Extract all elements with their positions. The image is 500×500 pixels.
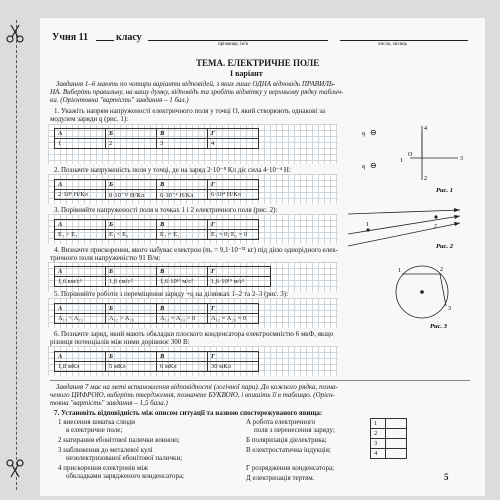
q5-header-a: А: [55, 304, 106, 314]
q2-header-a: А: [55, 180, 106, 190]
scissors-icon: [4, 458, 26, 480]
q1-answer-d[interactable]: 4: [208, 139, 259, 149]
q1-header-c: В: [157, 129, 208, 139]
q5-header-c: В: [157, 304, 208, 314]
cut-line: [16, 20, 17, 490]
fig1-dir-3: 3: [460, 156, 463, 162]
q1-header-a: А: [55, 129, 106, 139]
q5-text: 5. Порівняйте роботи з переміщення заряду +q на ділянках 1–2 та 2–3 (рис. 3):: [54, 290, 289, 298]
figure-1-label: Рис. 1: [436, 187, 453, 194]
q7-grid-answer[interactable]: [386, 439, 407, 449]
section-divider: [50, 380, 470, 381]
topic-title: ТЕМА. ЕЛЕКТРИЧНЕ ПОЛЕ: [196, 58, 320, 68]
fig1-dir-2: 2: [424, 176, 427, 182]
fig3-point-3: 3: [448, 306, 451, 312]
fig2-point-2: 2: [434, 224, 437, 230]
variant-title: I варіант: [230, 69, 263, 78]
scissors-icon: [4, 22, 26, 44]
fig1-mark-q-top: q: [362, 131, 365, 137]
q7-grid-answer[interactable]: [386, 429, 407, 439]
q5-answer-d[interactable]: A₁₂ = A₂₃ = 0: [208, 314, 259, 324]
q7-grid-label: 2: [371, 429, 386, 439]
q7-left-4a: 4 прискорення електронів між: [58, 464, 149, 472]
q3-header-d: Г: [208, 220, 259, 230]
instructions-2-line-2: ченого ЦИФРОЮ, виберіть твердження, позначене БУКВОЮ, і впишіть її в таблицю. (Орієн-: [50, 391, 335, 399]
class-label: класу: [116, 32, 142, 43]
q2-answer-d[interactable]: 6·10⁴ Н/Кл: [208, 190, 259, 200]
q4-text-1: 4. Визначте прискорення, якого набуває електрон (mₑ = 9,1·10⁻³¹ кг) під дією однорідного елек-: [54, 246, 339, 254]
name-hint: прізвище, ім'я: [218, 42, 248, 47]
q4-header-a: А: [55, 267, 106, 277]
q2-header-d: Г: [208, 180, 259, 190]
worksheet-page: [40, 18, 485, 496]
q7-grid-answer[interactable]: [386, 419, 407, 429]
q2-answer-c[interactable]: 6·10⁻⁴ Н/Кл: [157, 190, 208, 200]
q7-left-2: 2 натирання ебонітової палички вовною;: [58, 436, 180, 444]
fig1-dir-1: 1: [400, 158, 403, 164]
fig1-mark-q-bottom: q: [362, 164, 365, 170]
q2-answer-b[interactable]: 8·10⁻¹² Н/Кл: [106, 190, 157, 200]
q7-left-1a: 1 внесення шматка слюди: [58, 418, 136, 426]
q1-header-d: Г: [208, 129, 259, 139]
q4-answer-table: [54, 266, 271, 287]
q7-grid-label: 4: [371, 449, 386, 459]
q7-left-3a: 3 наближення до металевої кулі: [58, 446, 153, 454]
q6-answer-b[interactable]: 5 мКл: [106, 362, 157, 372]
q7-left-1b: в електричне поле;: [66, 426, 123, 434]
instructions-2-line-3: товна "вартість" завдання – 1,5 бала.): [50, 399, 168, 407]
q6-header-c: В: [157, 352, 208, 362]
q3-header-a: А: [55, 220, 106, 230]
q4-answer-a[interactable]: 1,6 км/с²: [55, 277, 106, 287]
name-line[interactable]: [148, 40, 328, 41]
q5-answer-table: [54, 303, 259, 324]
fig1-mark-o: O: [408, 152, 413, 158]
student-label: Учня 11: [52, 32, 89, 43]
q7-left-3b: незелектризованої ебонітової палички;: [66, 454, 183, 462]
q7-text: 7. Установіть відповідність між описом ситуації та назвою спостережуваного явища:: [54, 409, 323, 417]
instructions-2-line-1: Завдання 7 має на меті встановлення відповідності (логічної пари). До кожного рядка, позна-: [56, 383, 338, 391]
q1-answer-c[interactable]: 3: [157, 139, 208, 149]
q7-left-4b: обкладками зарядженого конденсатора;: [66, 472, 184, 480]
q6-header-b: Б: [106, 352, 157, 362]
q1-header-b: Б: [106, 129, 157, 139]
q6-answer-table: [54, 351, 259, 372]
q6-text-2: різниця потенціалів між ними дорівнює 300 В:: [50, 338, 190, 346]
q6-header-d: Г: [208, 352, 259, 362]
q7-answer-grid: [370, 418, 407, 459]
q6-answer-a[interactable]: 1,8 мКл: [55, 362, 106, 372]
q5-header-d: Г: [208, 304, 259, 314]
q1-answer-b[interactable]: 2: [106, 139, 157, 149]
q7-grid-answer[interactable]: [386, 449, 407, 459]
instructions-1-line-2: НА. Виберіть правильну, на вашу думку, відповідь та зробіть відмітку у верхньому рядку таблич-: [50, 88, 344, 96]
instructions-1-line-1: Завдання 1–6 мають по чотири варіанти відповідей, з яких лише ОДНА відповідь ПРАВИЛЬ-: [56, 80, 336, 88]
q6-answer-c[interactable]: 6 мКл: [157, 362, 208, 372]
q6-answer-d[interactable]: 30 мКл: [208, 362, 259, 372]
q4-answer-c[interactable]: 1,6·10¹³ м/с²: [157, 277, 208, 287]
q6-text-1: 6. Позначте заряд, який мають обкладки плоского конденсатора електроємністю 6 мкФ, якщо: [54, 330, 334, 338]
q3-text: 3. Порівняйте напруженості поля в точках 1 і 2 електричного поля (рис. 2):: [54, 206, 278, 214]
q7-right-a2: поля з перенесення заряду;: [254, 426, 335, 434]
q5-header-b: Б: [106, 304, 157, 314]
q7-grid-label: 3: [371, 439, 386, 449]
q7-right-c: В електростатична індукція;: [246, 446, 331, 454]
figure-1: [360, 118, 470, 196]
fig3-point-2: 2: [440, 267, 443, 273]
q4-header-d: Г: [208, 267, 271, 277]
fig2-point-1: 1: [366, 222, 369, 228]
q4-header-b: Б: [106, 267, 157, 277]
q7-right-e: Д електризація тертям.: [246, 474, 315, 482]
q4-text-2: тричного поля напруженістю 91 В/м:: [50, 254, 161, 262]
fig1-charge-top: ⊖: [370, 128, 377, 137]
page-number: 5: [444, 472, 449, 482]
figure-2: [344, 206, 468, 252]
q5-answer-b[interactable]: A₁₂ > A₂₃: [106, 314, 157, 324]
q4-header-c: В: [157, 267, 208, 277]
instructions-1-line-3: ки. (Орієнтовна "вартість" завдання – 1 бал.): [50, 96, 189, 104]
fig3-point-1: 1: [398, 268, 401, 274]
q5-answer-c[interactable]: A₁₂ = A₂₃ > 0: [157, 314, 208, 324]
q7-grid-label: 1: [371, 419, 386, 429]
fig1-dir-4: 4: [424, 126, 427, 132]
date-hint: число, місяць: [378, 42, 407, 47]
q3-answer-a[interactable]: E₁ > E₂: [55, 230, 106, 240]
q7-right-a1: А робота електричного: [246, 418, 316, 426]
q3-answer-c[interactable]: E₁ = E₂: [157, 230, 208, 240]
q5-answer-a[interactable]: A₁₂ < A₂₃: [55, 314, 106, 324]
q2-answer-a[interactable]: 2·10⁵ Н/Кл: [55, 190, 106, 200]
q2-header-b: Б: [106, 180, 157, 190]
q7-right-b: Б поляризація діелектрика;: [246, 436, 327, 444]
fig1-charge-bottom: ⊖: [370, 161, 377, 170]
figure-3: [370, 256, 466, 330]
q2-answer-table: [54, 179, 259, 200]
q6-header-a: А: [55, 352, 106, 362]
q4-answer-d[interactable]: 1,6·10¹⁹ м/с²: [208, 277, 271, 287]
q3-answer-b[interactable]: E₁ < E₂: [106, 230, 157, 240]
q2-text: 2. Позначте напруженість поля у точці, де на заряд 2·10⁻⁸ Кл діє сила 4·10⁻⁴ Н:: [54, 166, 291, 174]
class-line: [96, 40, 114, 41]
q1-text-2: модулем заряди q (рис. 1):: [50, 115, 129, 123]
q3-header-b: Б: [106, 220, 157, 230]
q1-answer-table: [54, 128, 259, 149]
q3-answer-d[interactable]: E₁ = 0; E₂ = 0: [208, 230, 259, 240]
q3-header-c: В: [157, 220, 208, 230]
date-line[interactable]: [340, 40, 468, 41]
q3-answer-table: [54, 219, 259, 240]
q1-text-1: 1. Укажіть напрям напруженості електричного поля у точці О, який створюють однакові за: [54, 107, 325, 115]
q4-answer-b[interactable]: 1,6 см/с²: [106, 277, 157, 287]
q7-right-d: Г розрядження конденсатора;: [246, 464, 334, 472]
figure-3-label: Рис. 3: [430, 323, 447, 330]
figure-2-label: Рис. 2: [436, 243, 453, 250]
q1-answer-a[interactable]: 1: [55, 139, 106, 149]
q2-header-c: В: [157, 180, 208, 190]
